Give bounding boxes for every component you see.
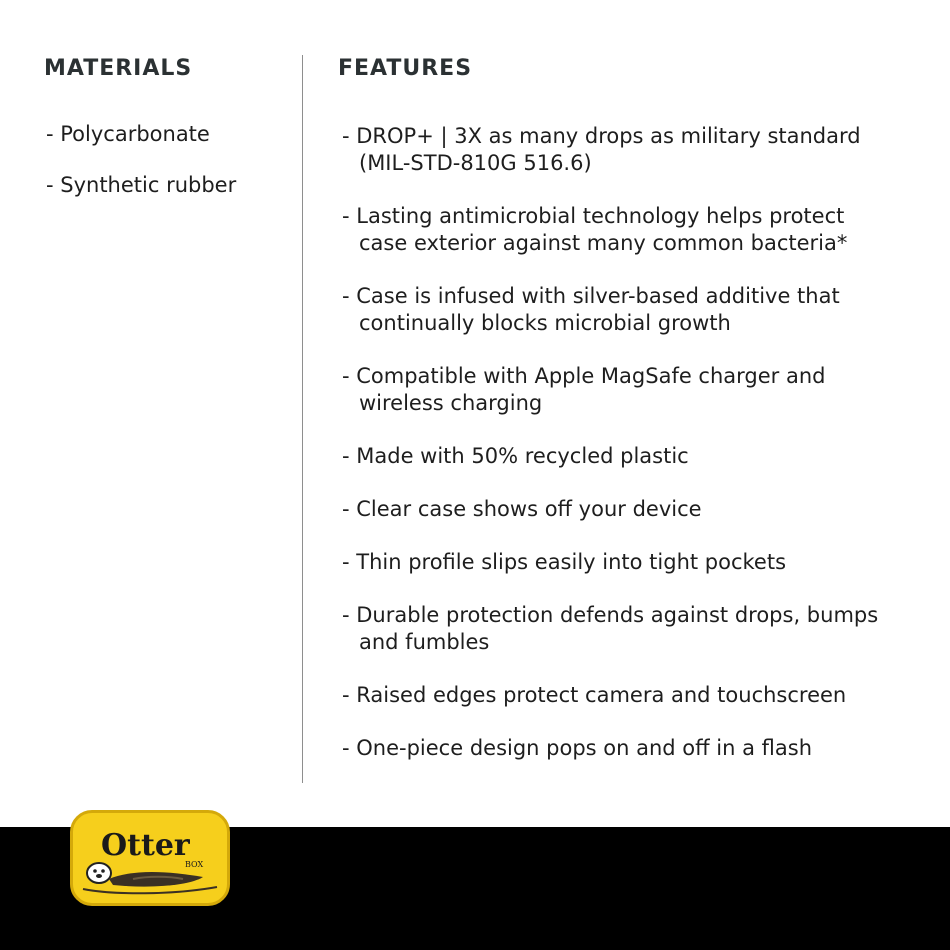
otterbox-logo-graphic: [73, 813, 227, 903]
feature-item: - Case is infused with silver-based additive that continually blocks microbial growth: [342, 284, 840, 335]
feature-item: - Thin profile slips easily into tight pockets: [342, 550, 787, 574]
feature-item: - Lasting antimicrobial technology helps protect case exterior against many common bacteria*: [342, 204, 848, 255]
otterbox-logo-icon: [70, 810, 230, 906]
feature-item: - Made with 50% recycled plastic: [342, 444, 689, 468]
materials-heading: MATERIALS: [44, 56, 193, 81]
materials-item: - Synthetic rubber: [46, 173, 237, 197]
otter-head: [87, 863, 111, 883]
otter-body: [109, 872, 203, 887]
water-line: [83, 887, 217, 893]
features-list: [342, 123, 942, 788]
features-heading: FEATURES: [338, 56, 473, 81]
feature-item: - Raised edges protect camera and touchscreen: [342, 683, 847, 707]
feature-item: - Durable protection defends against drops, bumps and fumbles: [342, 603, 879, 654]
feature-item: - One-piece design pops on and off in a flash: [342, 736, 812, 760]
column-divider: [302, 55, 303, 783]
feature-item: - DROP+ | 3X as many drops as military standard (MIL-STD-810G 516.6): [342, 124, 861, 175]
materials-list: [46, 121, 296, 223]
feature-item: - Clear case shows off your device: [342, 497, 702, 521]
materials-item: - Polycarbonate: [46, 122, 210, 146]
logo-wordmark: Otter: [101, 828, 190, 863]
feature-item: - Compatible with Apple MagSafe charger and wireless charging: [342, 364, 826, 415]
logo-sub: BOX: [185, 860, 204, 869]
